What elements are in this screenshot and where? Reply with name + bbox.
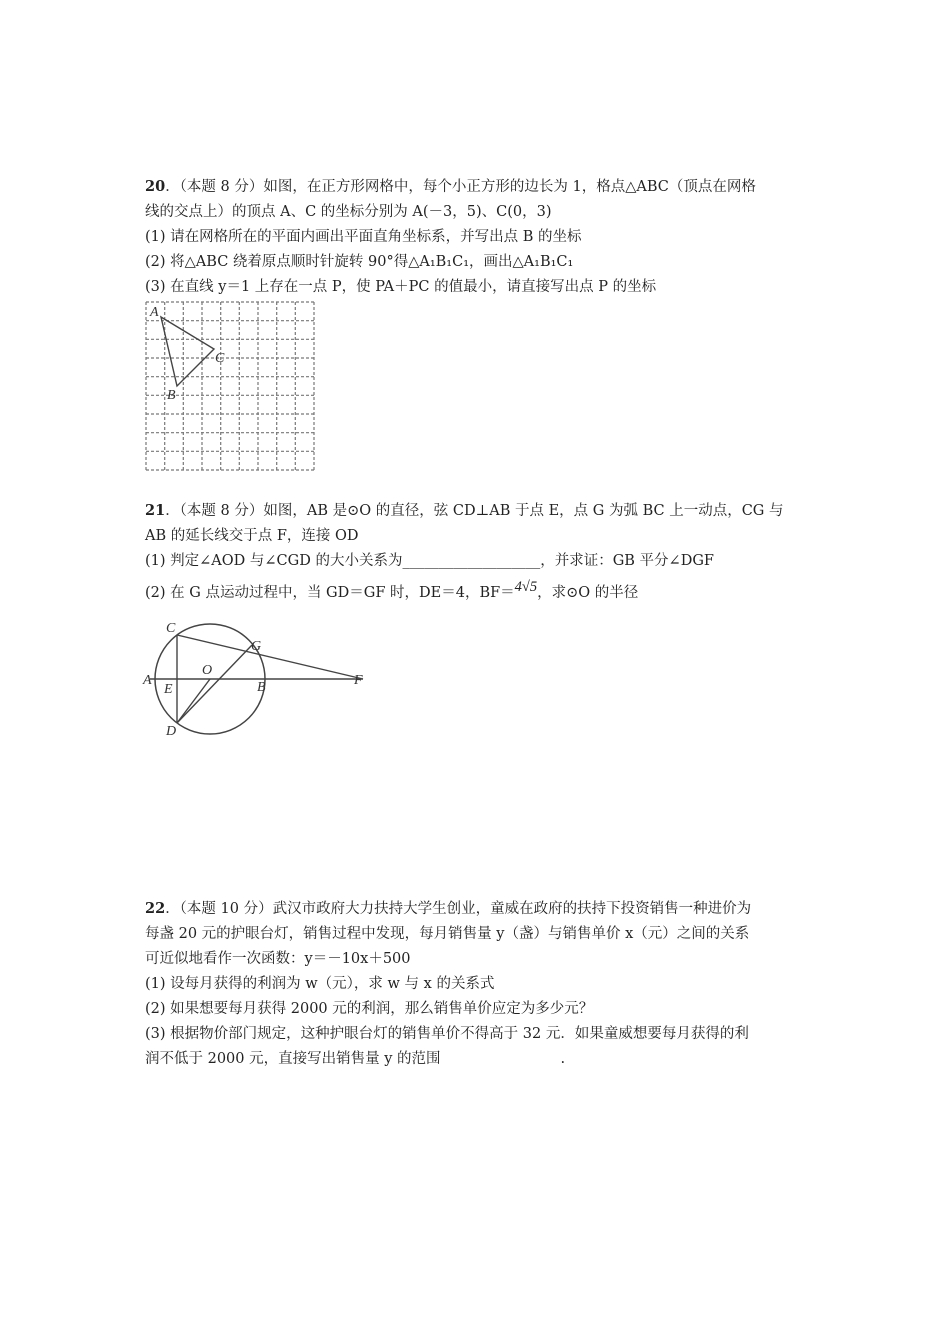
q20-part-3: (3) 在直线 y＝1 上存在一点 P，使 PA＋PC 的值最小，请直接写出点 P 的坐标 — [145, 279, 657, 295]
q20-number: 20 — [145, 178, 166, 195]
label-d: D — [166, 724, 177, 739]
q21-text-1: ．（本题 8 分）如图，AB 是⊙O 的直径，弦 CD⊥AB 于点 E，点 G 为弧 BC 上一动点，CG 与 — [165, 503, 784, 519]
radical-4-sqrt5: 4√5 — [514, 579, 538, 595]
q21-number: 21 — [145, 502, 166, 519]
label-b: B — [257, 680, 266, 695]
q21-part-2-tail: ，求⊙O 的半径 — [537, 585, 639, 601]
label-o: O — [202, 663, 213, 678]
label-f: F — [354, 673, 363, 688]
q22-line-2: 每盏 20 元的护眼台灯，销售过程中发现，每月销售量 y（盏）与销售单价 x（元）之间的关系 — [145, 926, 750, 942]
q21-part-2 — [145, 579, 639, 603]
label-a: A — [143, 673, 152, 688]
line-dg — [177, 645, 252, 723]
label-e: E — [164, 682, 173, 697]
line-od — [177, 679, 210, 723]
q22-part-1: (1) 设每月获得的利润为 w（元），求 w 与 x 的关系式 — [145, 976, 495, 992]
q21-part-2-text: (2) 在 G 点运动过程中，当 GD＝GF 时，DE＝4，BF＝ — [145, 585, 515, 601]
q22-part-2: (2) 如果想要每月获得 2000 元的利润，那么销售单价应定为多少元？ — [145, 1001, 594, 1017]
q20-line-1 — [145, 177, 756, 197]
q21-circle-figure — [140, 615, 380, 740]
q22-period: . — [560, 1051, 566, 1067]
q20-grid-figure — [140, 296, 325, 476]
q22-line-1 — [145, 899, 751, 919]
q21-line-2: AB 的延长线交于点 F，连接 OD — [145, 528, 359, 544]
q22-number: 22 — [145, 900, 166, 917]
label-b: B — [167, 388, 176, 403]
label-c: C — [166, 621, 176, 636]
q22-part-3-text: 润不低于 2000 元，直接写出销售量 y 的范围 — [145, 1051, 441, 1067]
dashed-grid — [146, 302, 314, 470]
q20-part-1: (1) 请在网格所在的平面内画出平面直角坐标系，并写出点 B 的坐标 — [145, 229, 582, 245]
label-g: G — [251, 639, 262, 654]
q22-line-3: 可近似地看作一次函数：y＝－10x＋500 — [145, 951, 411, 967]
triangle-abc — [161, 317, 214, 386]
q21-line-1 — [145, 501, 783, 521]
q22-part-3-cont — [145, 1049, 565, 1069]
q21-part-1: (1) 判定∠AOD 与∠CGD 的大小关系为___________________，并求证：GB 平分∠DGF — [145, 553, 714, 569]
q22-text-1: ．（本题 10 分）武汉市政府大力扶持大学生创业，童威在政府的扶持下投资销售一种进价为 — [165, 901, 752, 917]
q20-text-1: ．（本题 8 分）如图，在正方形网格中，每个小正方形的边长为 1，格点△ABC（顶点在网格 — [165, 179, 756, 195]
label-a: A — [150, 305, 159, 320]
q20-part-2: (2) 将△ABC 绕着原点顺时针旋转 90°得△A₁B₁C₁，画出△A₁B₁C₁ — [145, 254, 574, 270]
label-c: C — [215, 351, 225, 366]
q20-line-2: 线的交点上）的顶点 A、C 的坐标分别为 A(－3，5)、C(0，3) — [145, 204, 552, 220]
q22-part-3: (3) 根据物价部门规定，这种护眼台灯的销售单价不得高于 32 元．如果童威想要每月获得的利 — [145, 1026, 749, 1042]
